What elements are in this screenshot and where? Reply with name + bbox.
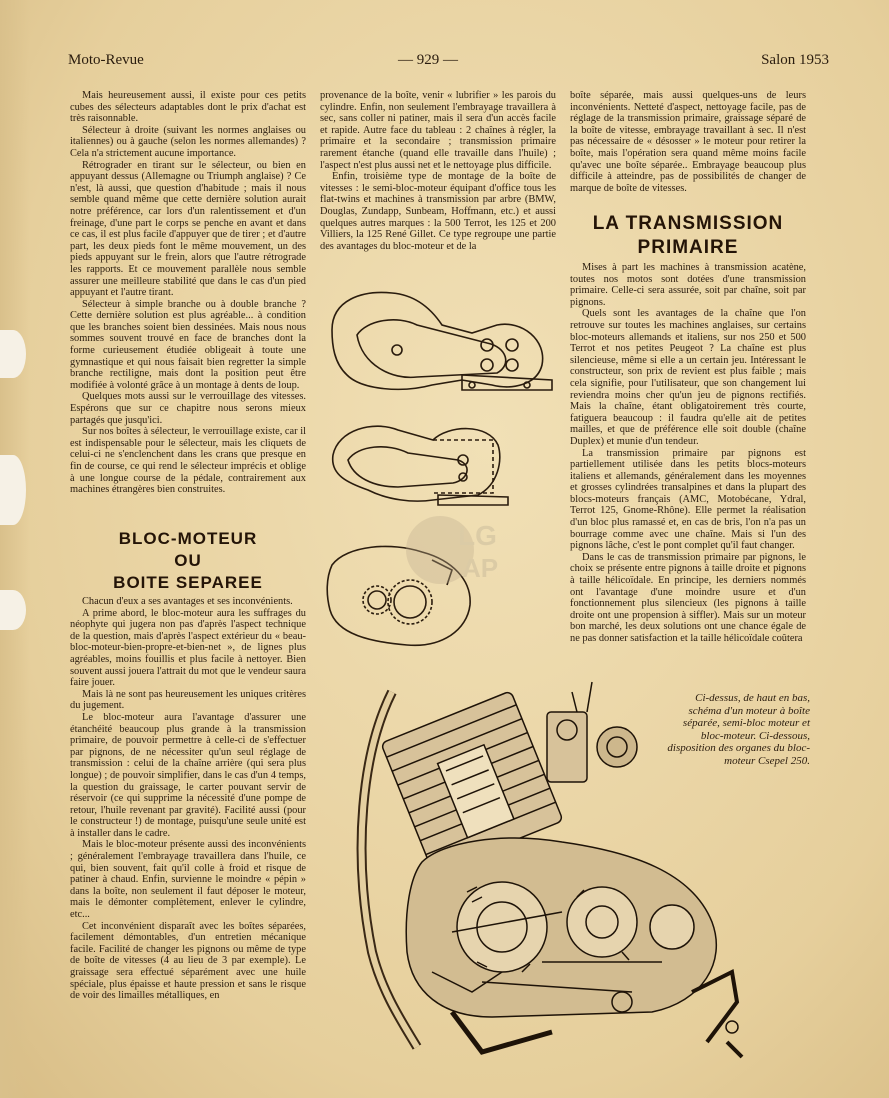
- column-1-bottom: [70, 596, 306, 1002]
- paragraph: Le bloc-moteur aura l'avantage d'assurer une étanchéité beaucoup plus grande à la transmission primaire, de pouvoir permettre à celle-ci de s'effectuer par pignons, de ne nécessiter qu'un seul réglage de transmission : celui de la chaîne arrière (qui sera plus longue) ; de pouvoir simplifier, dans le cas d'un 4 temps, la question du graissage, le carter pouvant servir de réservoir (ce qui supprime la nécessité d'une pompe de retour, l'huile revenant par gravité). Facilité aussi (pour le constructeur !) de montage, puisqu'une seule unité est à installer dans le cadre.: [70, 711, 306, 839]
- paragraph: Cet inconvénient disparaît avec les boîtes séparées, facilement démontables, d'un entretien mécanique facile. Facilité de changer les pignons ou même de type de boîte de vitesses (4 au lieu de 3 par exemple). Le graissage sera effectué séparément avec une huile spéciale, plus épaisse et haute pression et sans le risque de voir des limailles métalliques, en: [70, 920, 306, 1002]
- figure-caption: Ci-dessus, de haut en bas, schéma d'un moteur à boîte séparée, semi-bloc moteur et bloc-moteur. Ci-dessous, disposition des organes du bloc-moteur Csepel 250.: [667, 692, 810, 767]
- magazine-title: Moto-Revue: [68, 52, 144, 68]
- paragraph: A prime abord, le bloc-moteur aura les suffrages du néophyte qui jugera non pas d'après l'aspect technique de la question, mais d'après l'aspect extérieur du « beau-bloc-moteur-bien-propre-et-bien-net », de lignes plus agréables, moins fouillis et plus facile à nettoyer. Bien souvent aussi jouera l'attrait du mot que le vendeur saura faire jouer.: [70, 607, 306, 689]
- paragraph: Sélecteur à droite (suivant les normes anglaises ou italiennes) ou à gauche (selon les normes allemandes) ? Cela n'a strictement aucune importance.: [70, 124, 306, 159]
- paragraph: Rétrograder en tirant sur le sélecteur, ou bien en appuyant dessus (Allemagne ou Triumph anglaise) ? Ce n'est, là aussi, que question d'habitude ; mais il nous semble quand même que cette dernière solution aurait notre préférence, car lors d'un ralentissement et d'un freinage, d'une part le corps se penche en avant et dans ce cas, il est plus facile d'appuyer que de tirer ; et d'autre part, les deux pieds font le même mouvement, un des pieds appuyant sur le frein, alors que l'autre rétrograde les rapports. Et ce mouvement parallèle nous semble assurer une meilleure stabilité que dans le cas d'un pied appuyant et l'autre tirant.: [70, 159, 306, 299]
- torn-edge: [0, 590, 26, 630]
- paragraph: Chacun d'eux a ses avantages et ses inconvénients.: [82, 596, 293, 607]
- page-edge: [0, 0, 30, 1098]
- issue-title: Salon 1953: [761, 52, 829, 68]
- diagram-semi-bloc-moteur: [328, 415, 528, 515]
- paragraph: Sur nos boîtes à sélecteur, le verrouillage existe, car il est indispensable pour le sélecteur, mais les cliquets de celui-ci ne s'enclenchent dans les crans que presque en fin de course, ce qui rend le sélecteur imprécis et oblige à une longue course de la pédale, contrairement aux machines étrangères bien construites.: [70, 426, 306, 496]
- paragraph: boîte séparée, mais aussi quelques-uns de leurs inconvénients. Netteté d'aspect, nettoyage facile, pas de réglage de la transmission primaire, graissage séparé de la boîte de vitesse, embrayage travaillant à sec. Il n'est pas nécessaire de « désosser » le moteur pour retirer la boîte, mais l'opération sera quand même moins facile qu'avec une boîte séparée.. Embrayage beaucoup plus difficile à atteindre, pas de possibilités de changer de marque de boîte de vitesses.: [570, 90, 806, 194]
- paragraph: Mises à part les machines à transmission acatène, toutes nos motos sont dotées d'une transmission primaire. Celle-ci sera assurée, soit par chaîne, soit par pignons.: [570, 262, 806, 308]
- column-3-top: [570, 90, 806, 194]
- heading-line: PRIMAIRE: [637, 237, 739, 258]
- column-2-top: [320, 90, 556, 252]
- heading-line: LA TRANSMISSION: [592, 213, 784, 234]
- column-3-bottom: [570, 262, 806, 645]
- diagram-separate-gearbox: [322, 285, 562, 400]
- page-header: [68, 52, 829, 74]
- paragraph: Mais heureusement aussi, il existe pour ces petits cubes des sélecteurs adaptables dont le prix d'achat est très raisonnable.: [70, 90, 306, 125]
- paragraph: Mais là ne sont pas heureusement les uniques critères du jugement.: [70, 688, 306, 712]
- svg-text:AP: AP: [462, 553, 499, 583]
- paragraph: Quelques mots aussi sur le verrouillage des vitesses. Espérons que sur ce chapitre nous serons mieux partagés que jusqu'ici.: [70, 391, 306, 426]
- paragraph: Sélecteur à simple branche ou à double branche ? Cette dernière solution est plus agréable... à condition que les branches soient bien dessinées. Mais nous nous sommes souvent trouvé en face de branches dont la forme curieusement étudiée obligeait à toute une gymnastique et qui nous faisait bien regretter la simple branche rectiligne, mais dont la position peut être modifiée à volonté grâce à un montage à dents de loup.: [70, 298, 306, 391]
- paragraph: Quels sont les avantages de la chaîne que l'on retrouve sur toutes les machines anglaises, sur certains bloc-moteurs allemands et italiens, sur nos 250 et 500 Terrot et nos petites Peugeot ? La chaîne est plus silencieuse, même si elle a un certain jeu. Intéressant le constructeur, son prix de revient est plus faible ; mais cela signifie, pour l'utilisateur, que son changement lui reviendra moins cher qu'un jeu de pignons rectifiés. Mais la chaîne, étant obligatoirement très courte, fatiguera beaucoup : il faudra qu'elle ait de petites mailles, et que de préférence elle soit double (chaîne Duplex) et munie d'un tendeur.: [570, 308, 806, 447]
- torn-edge: [0, 330, 26, 378]
- heading-line: OU: [174, 551, 202, 570]
- page-number: — 929 —: [398, 52, 458, 68]
- svg-text:LG: LG: [458, 520, 497, 551]
- torn-edge: [0, 455, 26, 525]
- watermark-logo: [400, 505, 510, 595]
- column-1-top: [70, 90, 306, 496]
- heading-line: BOITE SEPAREE: [113, 573, 263, 592]
- paragraph: provenance de la boîte, venir « lubrifier » les parois du cylindre. Enfin, non seulement l'embrayage travaillera à sec, sans coller ni patiner, mais il sera d'un accès facile et rapide. Autre face du tableau : 2 chaînes à régler, la primaire et la secondaire ; transmission primaire rarement étanche (quand elle travaille dans l'huile) ; l'aspect n'est plus aussi net et le nettoyage plus difficile.: [320, 90, 556, 171]
- heading-line: BLOC-MOTEUR: [118, 529, 258, 548]
- paragraph: Enfin, troisième type de montage de la boîte de vitesses : le semi-bloc-moteur équipant d'office tous les flat-twins et machines à transmission par arbre (BMW, Douglas, Zundapp, Sunbeam, Hoffmann, etc.) et aussi quelques autres marques : la 500 Terrot, les 125 et 200 Villiers, la 125 René Gillet. Ce type regroupe une partie des avantages du bloc-moteur et de la: [320, 171, 556, 252]
- paragraph: Mais le bloc-moteur présente aussi des inconvénients ; généralement l'embrayage travaillera dans l'huile, ce qui, bien souvent, fait qu'il colle à froid et risque de patiner à chaud. Enfin, survienne le moindre « pépin » dans la boîte, non seulement il faut déposer le moteur, mais le démonter complètement, enlever le cylindre, etc...: [70, 839, 306, 921]
- section-heading-transmission: [570, 212, 806, 260]
- paragraph: Dans le cas de transmission primaire par pignons, le choix se présente entre pignons à taille droite et pignons à taille hélicoïdale. En principe, les derniers nommés ont l'avantage d'une moindre usure et d'un fonctionnement plus silencieux (les pignons à taille droite ont une propension à siffler). Mais sur un moteur bon marché, les deux solutions ont une chance égale de ne pas donner satisfaction et la taille hélicoïdale coûtera: [570, 551, 806, 644]
- section-heading-bloc-moteur: [70, 528, 306, 594]
- paragraph: La transmission primaire par pignons est partiellement utilisée dans les petits blocs-moteurs italiens et allemands, généralement dans les moyennes et grosses cylindrées transalpines et dans la plupart des blocs-moteurs français (AMC, Motobécane, Ydral, Terrot 125, Gnome-Rhône). Elle permet la réalisation d'un bloc plus ramassé et, en cas de bris, l'on n'a pas un bourrage comme avec une chaîne. Mais si l'un des pignons lâche, c'est le pont complet qu'il faut changer.: [570, 447, 806, 552]
